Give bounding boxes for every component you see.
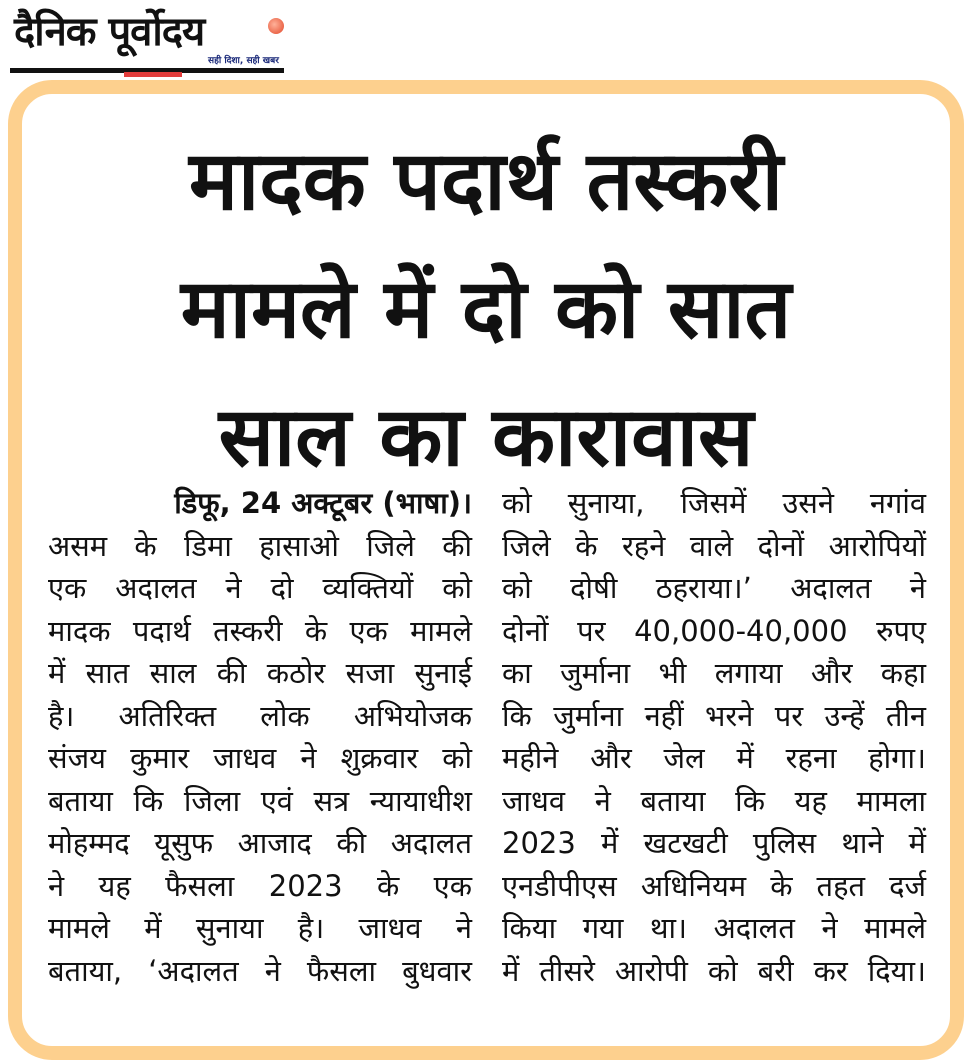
body-line: जिले के रहने वाले दोनों आरोपियों — [502, 528, 926, 563]
body-line: में सात साल की कठोर सजा सुनाई — [48, 656, 472, 690]
body-line: महीने और जेल में रहना होगा। — [502, 741, 926, 775]
headline-line: मामले में दो को सात — [180, 262, 792, 357]
article-column-left — [48, 482, 472, 992]
body-line: दोनों पर 40,000-40,000 रुपए — [502, 613, 926, 648]
body-line: है। अतिरिक्त लोक अभियोजक — [48, 698, 472, 733]
masthead — [10, 8, 288, 74]
body-line: ने यह फैसला 2023 के एक — [48, 868, 472, 903]
article-frame — [8, 80, 964, 1060]
body-line: 2023 में खटखटी पुलिस थाने में — [502, 826, 926, 860]
headline — [22, 118, 950, 502]
headline-line: साल का कारावास — [218, 390, 754, 485]
body-line: बताया, ‘अदालत ने फैसला बुधवार — [48, 953, 472, 988]
tagline: सही दिशा, सही खबर — [208, 56, 279, 66]
body-line: एक अदालत ने दो व्यक्तियों को — [48, 571, 472, 605]
masthead-badge — [124, 72, 182, 77]
body-line: असम के डिमा हासाओ जिले की — [48, 528, 472, 563]
article-column-right — [502, 482, 926, 992]
body-line: में तीसरे आरोपी को बरी कर दिया। — [502, 953, 926, 988]
body-line: एनडीपीएस अधिनियम के तहत दर्ज — [502, 868, 926, 903]
body-line: मोहम्मद यूसुफ आजाद की अदालत — [48, 826, 472, 860]
body-line: बताया कि जिला एवं सत्र न्यायाधीश — [48, 783, 472, 818]
body-line: संजय कुमार जाधव ने शुक्रवार को — [48, 741, 472, 775]
body-line: को सुनाया, जिसमें उसने नगांव — [502, 486, 926, 520]
body-line: जाधव ने बताया कि यह मामला — [502, 783, 926, 818]
body-line: किया गया था। अदालत ने मामले — [502, 911, 926, 945]
headline-line: मादक पदार्थ तस्करी — [188, 134, 784, 229]
newspaper-logo: दैनिक पूर्वोदय — [14, 9, 205, 55]
body-line: मादक पदार्थ तस्करी के एक मामले — [48, 613, 472, 648]
body-line: मामले में सुनाया है। जाधव ने — [48, 911, 472, 945]
dateline: डिफू, 24 अक्टूबर (भाषा)। — [174, 486, 472, 520]
body-line: को दोषी ठहराया।’ अदालत ने — [502, 571, 926, 605]
body-line: का जुर्माना भी लगाया और कहा — [502, 656, 926, 690]
logo-dot-icon — [268, 18, 284, 34]
body-line: कि जुर्माना नहीं भरने पर उन्हें तीन — [502, 698, 926, 733]
